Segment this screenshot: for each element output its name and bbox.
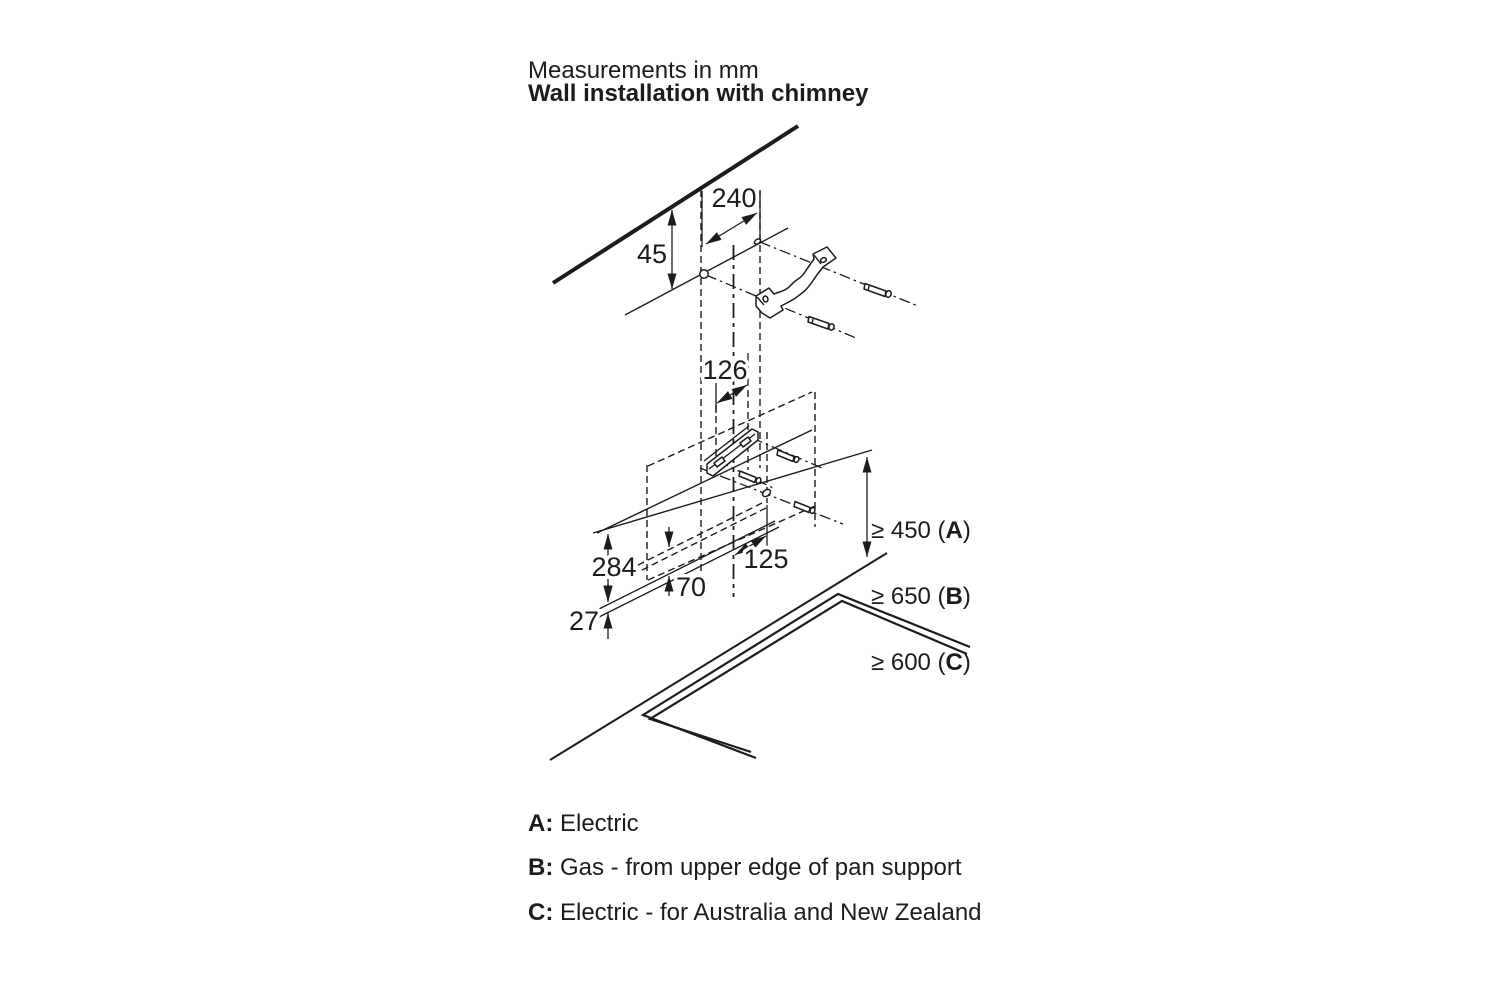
dim-45-label: 45 — [636, 239, 667, 269]
ceiling-line — [553, 126, 798, 283]
legend-item-a: A: Electric — [528, 810, 639, 837]
page-title: Wall installation with chimney — [528, 80, 869, 107]
min-distance-row-a: ≥ 450 (A) — [871, 517, 971, 544]
chimney-bracket — [756, 247, 836, 318]
screw-icon — [808, 317, 835, 331]
dimension-284 — [591, 534, 636, 601]
dim-27-label: 27 — [568, 606, 599, 636]
legend-item-c: C: Electric - for Australia and New Zealand — [528, 899, 982, 926]
screw-icon — [794, 502, 816, 515]
dim-125-label: 125 — [743, 544, 789, 574]
min-distance-values — [871, 476, 971, 718]
min-distance-row-b: ≥ 650 (B) — [871, 583, 971, 610]
legend-item-b: B: Gas - from upper edge of pan support — [528, 854, 962, 881]
dimension-27 — [569, 584, 608, 639]
dimension-125 — [735, 505, 789, 574]
measurements-note: Measurements in mm — [528, 57, 759, 84]
dim-70-label: 70 — [675, 572, 707, 602]
dimension-240 — [702, 183, 760, 247]
screw-icon — [777, 450, 800, 463]
dimension-126 — [702, 353, 748, 413]
min-distance-row-c: ≥ 600 (C) — [871, 649, 971, 676]
countertop-line — [550, 553, 887, 760]
screw-icon — [864, 284, 892, 299]
dimension-45 — [637, 210, 672, 289]
dim-240-label: 240 — [711, 183, 757, 213]
dim-126-label: 126 — [702, 355, 748, 385]
screw-icon — [739, 471, 762, 484]
dim-284-label: 284 — [591, 552, 637, 582]
